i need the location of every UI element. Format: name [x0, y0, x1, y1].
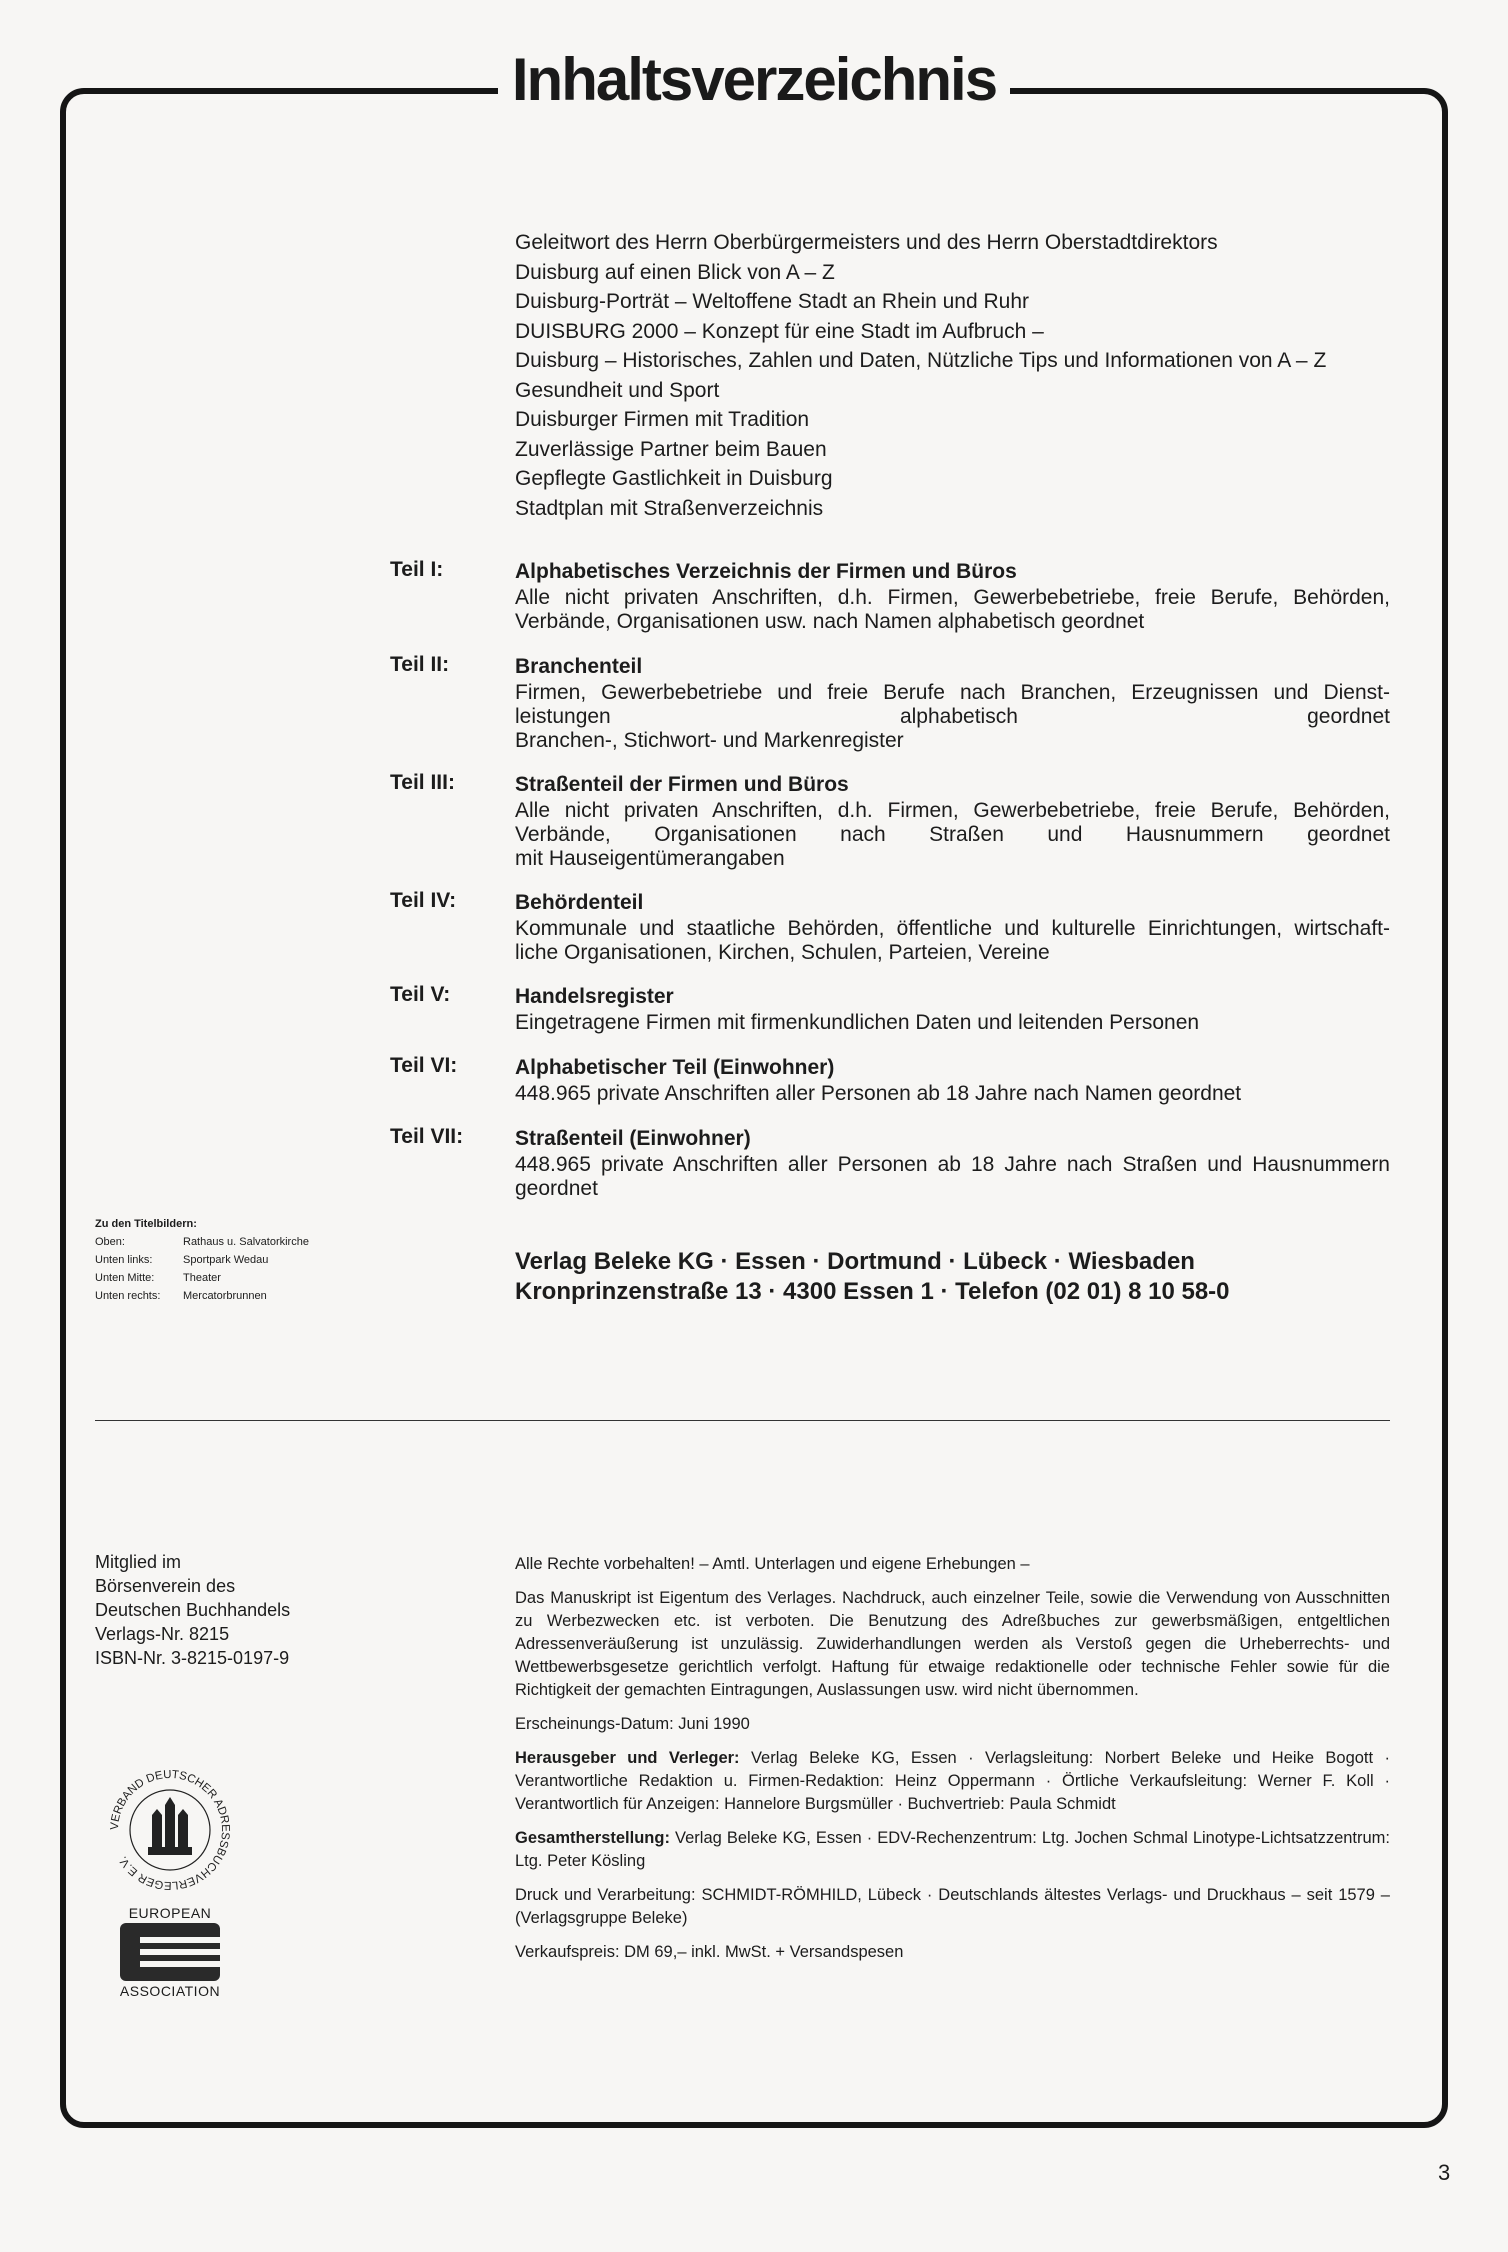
part-description-line: Branchen-, Stichwort- und Markenregister — [515, 729, 904, 752]
intro-item: Stadtplan mit Straßenverzeichnis — [515, 496, 824, 520]
part-description-line: Alle nicht privaten Anschriften, d.h. Firmen, Gewerbebetriebe, freie Berufe, Behörden, — [515, 586, 1390, 609]
membership-line: Deutschen Buchhandels — [95, 1600, 291, 1620]
cover-image-position: Oben: — [95, 1236, 125, 1248]
part-description-line: leistungen alphabetisch geordnet — [515, 705, 1390, 728]
price-info: Verkaufspreis: DM 69,– inkl. MwSt. + Versandspesen — [515, 1943, 904, 1961]
part-description-line: Alle nicht privaten Anschriften, d.h. Firmen, Gewerbebetriebe, freie Berufe, Behörden, — [515, 799, 1390, 822]
intro-item: Geleitwort des Herrn Oberbürgermeisters und des Herrn Oberstadtdirektors — [515, 231, 1218, 254]
part-description-line: 448.965 private Anschriften aller Personen ab 18 Jahre nach Namen geordnet — [515, 1082, 1242, 1105]
cover-image-position: Unten Mitte: — [95, 1272, 155, 1284]
part-heading: Behördenteil — [515, 891, 644, 914]
legal-notice — [515, 1553, 1390, 1975]
logo-bottom-text: ASSOCIATION — [119, 1983, 221, 1999]
part-label: Teil I: — [390, 558, 444, 581]
cover-image-row — [95, 1251, 309, 1269]
association-seal-icon — [100, 1755, 240, 1905]
cover-images-heading: Zu den Titelbildern: — [95, 1218, 197, 1230]
part-label: Teil V: — [390, 983, 451, 1006]
part-heading: Straßenteil (Einwohner) — [515, 1127, 751, 1150]
part-description-line: liche Organisationen, Kirchen, Schulen, Parteien, Vereine — [515, 941, 1050, 964]
seal-ring-text: VERBAND DEUTSCHER ADRESSBUCHVERLEGER E.V. — [108, 1768, 232, 1892]
part-label: Teil II: — [390, 653, 450, 676]
publisher-line-1: Verlag Beleke KG · Essen · Dortmund · Lübeck · Wiesbaden — [515, 1248, 1195, 1275]
cover-image-subject: Mercatorbrunnen — [183, 1290, 267, 1302]
part-description-line: Verbände, Organisationen nach Straßen und Hausnummern geordnet — [515, 823, 1390, 846]
part-description-line: Firmen, Gewerbebetriebe und freie Berufe nach Branchen, Erzeugnissen und Dienst- — [515, 681, 1390, 704]
part-label: Teil III: — [390, 771, 455, 794]
association-logo — [100, 1755, 240, 1999]
part-heading: Straßenteil der Firmen und Büros — [515, 773, 849, 796]
membership-line: Mitglied im — [95, 1552, 182, 1572]
part-heading: Alphabetisches Verzeichnis der Firmen und Büros — [515, 560, 1017, 583]
part-label: Teil VI: — [390, 1054, 458, 1077]
membership-info — [95, 1550, 290, 1670]
print-info: Druck und Verarbeitung: SCHMIDT-RÖMHILD, Lübeck · Deutschlands ältestes Verlags- und Druckhaus – seit 1579 – (Verlagsgruppe Beleke) — [515, 1886, 1390, 1927]
part-description-line: Verbände, Organisationen usw. nach Namen alphabetisch geordnet — [515, 610, 1145, 633]
cover-image-row — [95, 1269, 309, 1287]
part-heading: Handelsregister — [515, 985, 674, 1008]
part-description-line: geordnet — [515, 1177, 598, 1200]
membership-line: ISBN-Nr. 3-8215-0197-9 — [95, 1648, 290, 1668]
part-description-line: 448.965 private Anschriften aller Personen ab 18 Jahre nach Straßen und Hausnummern — [515, 1153, 1390, 1176]
part-description-line: mit Hauseigentümerangaben — [515, 847, 785, 870]
divider — [95, 1420, 1390, 1421]
rights-notice: Alle Rechte vorbehalten! – Amtl. Unterlagen und eigene Erhebungen – — [515, 1555, 1030, 1573]
logo-top-text: EUROPEAN — [128, 1905, 212, 1921]
cover-image-position: Unten links: — [95, 1254, 153, 1266]
cover-image-subject: Sportpark Wedau — [183, 1254, 269, 1266]
intro-item: Duisburger Firmen mit Tradition — [515, 408, 810, 431]
cover-image-subject: Rathaus u. Salvatorkirche — [183, 1236, 309, 1248]
manuscript-notice: Das Manuskript ist Eigentum des Verlages. Nachdruck, auch einzelner Teile, sowie die Verwendung von Ausschnitten zu Werbezwecken etc. ist verboten. Die Benutzung des Adreßbuches zur gewerbsmäßigen, entgeltlichen Adressenveräußerung ist unzulässig. Zuwiderhandlungen werden als Verstoß gegen die Urheberrechts- und Wettbewerbsgesetze gerichtlich verfolgt. Haftung für etwaige redaktionelle oder technische Fehler sowie für die Richtigkeit der gemachten Eintragungen, Auslassungen usw. wird nicht übernommen. — [515, 1589, 1390, 1699]
intro-item: Gesundheit und Sport — [515, 378, 720, 402]
publisher-line-2: Kronprinzenstraße 13 · 4300 Essen 1 · Telefon (02 01) 8 10 58-0 — [515, 1278, 1230, 1305]
production-info: Gesamtherstellung: Verlag Beleke KG, Essen · EDV-Rechenzentrum: Ltg. Jochen Schmal Linotype-Lichtsatzzentrum: Ltg. Peter Kösling — [515, 1829, 1391, 1870]
intro-item: Zuverlässige Partner beim Bauen — [515, 437, 827, 461]
page-number: 3 — [1438, 2160, 1451, 2185]
intro-item: Gepflegte Gastlichkeit in Duisburg — [515, 467, 833, 490]
publisher-block — [515, 1247, 1230, 1307]
editor-info: Herausgeber und Verleger: Verlag Beleke KG, Essen · Verlagsleitung: Norbert Beleke und Heike Bogott · Verantwortliche Redaktion u. Firmen-Redaktion: Heinz Oppermann · Örtliche Verkaufsleitung: Werner F. Koll · Verantwortlich für Anzeigen: Hannelore Burgsmüller · Buchvertrieb: Paula Schmidt — [515, 1749, 1390, 1813]
cover-image-position: Unten rechts: — [95, 1290, 161, 1302]
intro-item: Duisburg auf einen Blick von A – Z — [515, 260, 835, 284]
cover-images-caption — [95, 1215, 309, 1305]
cover-image-row — [95, 1233, 309, 1251]
part-label: Teil IV: — [390, 889, 457, 912]
part-description-line: Eingetragene Firmen mit firmenkundlichen Daten und leitenden Personen — [515, 1011, 1200, 1034]
part-heading: Branchenteil — [515, 655, 643, 678]
intro-item: Duisburg-Porträt – Weltoffene Stadt an Rhein und Ruhr — [515, 290, 1030, 313]
part-label: Teil VII: — [390, 1125, 464, 1148]
publication-date: Erscheinungs-Datum: Juni 1990 — [515, 1715, 750, 1733]
european-association-mark-icon — [100, 1921, 240, 1983]
membership-line: Börsenverein des — [95, 1576, 236, 1596]
part-heading: Alphabetischer Teil (Einwohner) — [515, 1056, 835, 1079]
intro-item: Duisburg – Historisches, Zahlen und Daten, Nützliche Tips und Informationen von A – Z — [515, 349, 1327, 372]
cover-image-subject: Theater — [183, 1272, 221, 1284]
page-title: Inhaltsverzeichnis — [0, 50, 1508, 110]
part-description-line: Kommunale und staatliche Behörden, öffentliche und kulturelle Einrichtungen, wirtschaft- — [515, 917, 1390, 940]
intro-item: DUISBURG 2000 – Konzept für eine Stadt im Aufbruch – — [515, 319, 1044, 343]
intro-list — [515, 228, 1326, 523]
membership-line: Verlags-Nr. 8215 — [95, 1624, 230, 1644]
cover-image-row — [95, 1287, 309, 1305]
